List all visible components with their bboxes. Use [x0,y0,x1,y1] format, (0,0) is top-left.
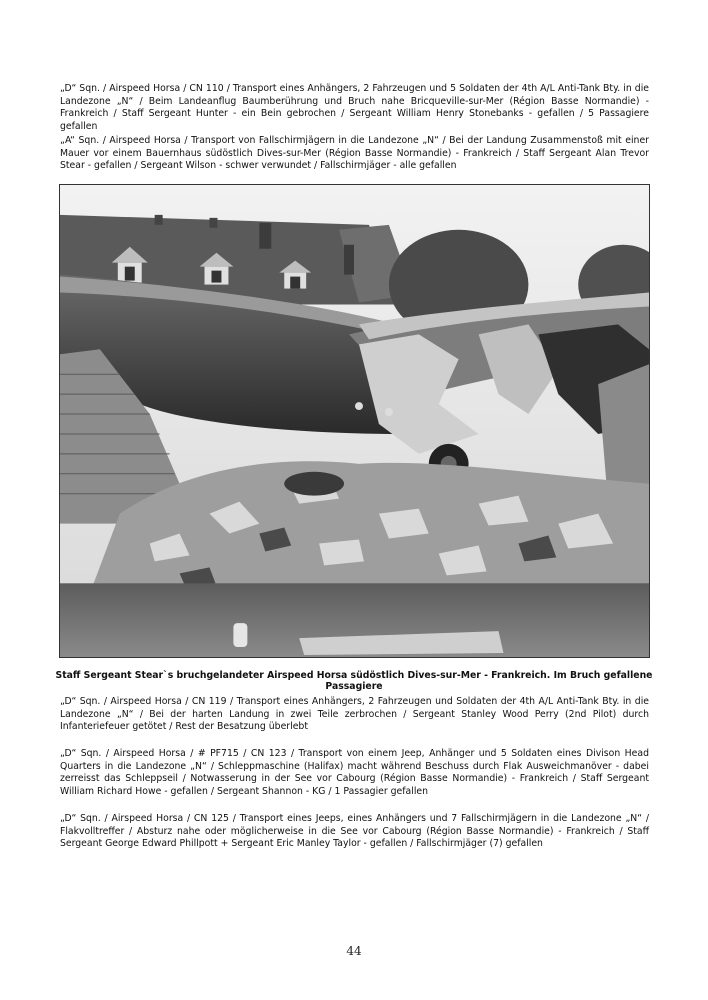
entry-cn110-paragraph: „D“ Sqn. / Airspeed Horsa / CN 110 / Transport eines Anhängers, 2 Fahrzeugen und 5 Soldaten der 4th A/L Anti-Tank Bty. in die Landezone „N“ / Beim Landeanflug Baumberührung und Bruch nahe Bricqueville-sur-Mer (Région Basse Normandie) - Frankreich / Staff Sergeant Hunter - ein Bein gebrochen / Sergeant William Henry Stonebanks - gefallen / 5 Passagiere gefallen [60,83,649,132]
entry-cn123-paragraph: „D“ Sqn. / Airspeed Horsa / # PF715 / CN 123 / Transport von einem Jeep, Anhänger und 5 Soldaten eines Divison Head Quarters in die Landezone „N“ / Schleppmaschine (Halifax) macht während Beschuss durch Flak Ausweichmanöver - dabei zerreisst das Schleppseil / Notwasserung in der See vor Cabourg (Région Basse Normandie) - Frankreich / Staff Sergeant William Richard Howe - gefallen / Sergeant Shannon - KG / 1 Passagier gefallen [60,748,649,797]
entry-cn125-paragraph: „D“ Sqn. / Airspeed Horsa / CN 125 / Transport eines Jeeps, eines Anhängers und 7 Fallschirmjägern in die Landezone „N“ / Flakvolltreffer / Absturz nahe oder möglicherweise in die See vor Cabourg (Région Basse Normandie) - Frankreich / Staff Sergeant George Edward Phillpott + Sergeant Eric Manley Taylor - gefallen / Fallschirmjäger (7) gefallen [60,813,649,850]
page-number: 44 [346,944,362,958]
entry-a-sqn-paragraph: „A“ Sqn. / Airspeed Horsa / Transport von Fallschirmjägern in die Landezone „N“ / Bei der Landung Zusammenstoß mit einer Mauer vor einem Bauernhaus südöstlich Dives-sur-Mer (Région Basse Normandie) - Frankreich / Staff Sergeant Alan Trevor Stear - gefallen / Sergeant Wilson - schwer verwundet / Fallschirmjäger - alle gefallen [60,135,649,172]
entry-cn119-paragraph: „D“ Sqn. / Airspeed Horsa / CN 119 / Transport eines Anhängers, 2 Fahrzeugen und Soldaten der 4th A/L Anti-Tank Bty. in die Landezone „N“ / Bei der harten Landung in zwei Teile zerbrochen / Sergeant Stanley Wood Perry (2nd Pilot) durch Infanteriefeuer getötet / Rest der Besatzung überlebt [60,696,649,733]
crashed-glider-photo [59,184,650,658]
figure-caption: Staff Sergeant Stear`s bruchgelandeter Airspeed Horsa südöstlich Dives-sur-Mer - Frankreich. Im Bruch gefallene Passagiere [55,670,653,692]
